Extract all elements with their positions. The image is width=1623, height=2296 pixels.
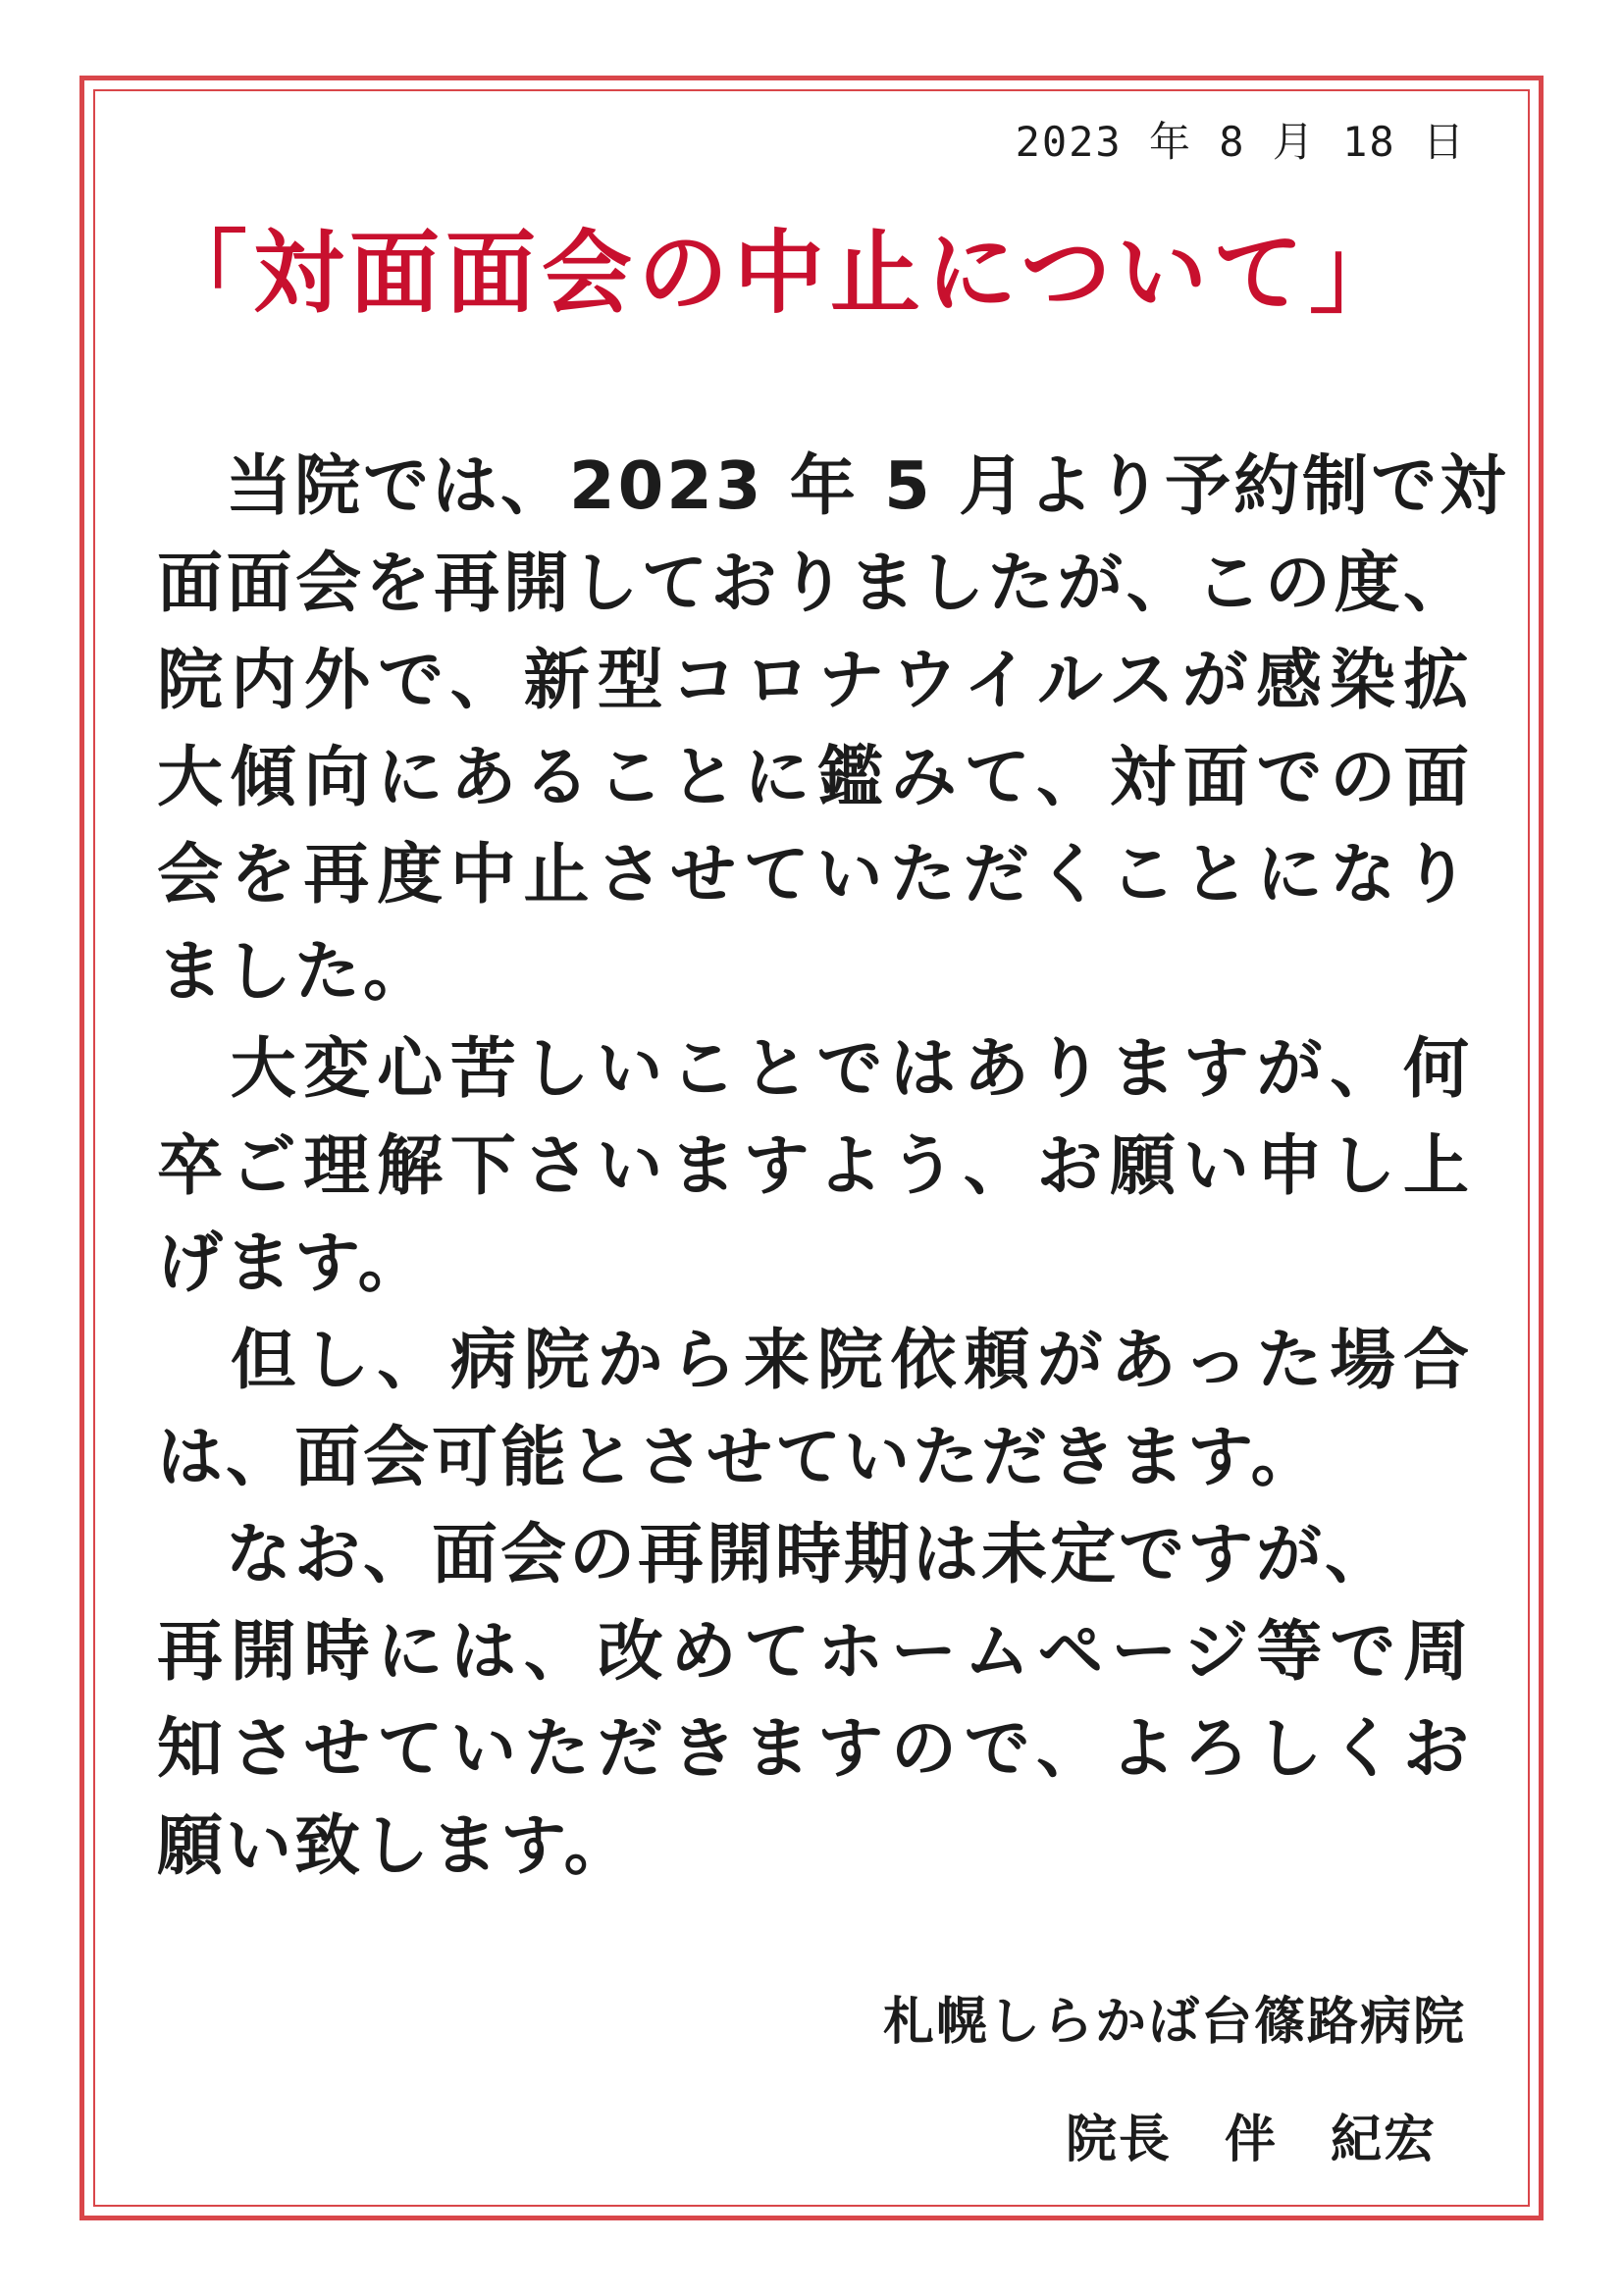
body-line: げます。 (157, 1225, 427, 1301)
body-line: ました。 (157, 933, 432, 1010)
body-line: 当院では、2023 年 5 月より予約制で対 (157, 447, 1509, 524)
body-line: は、面会可能とさせていただきます。 (157, 1419, 1320, 1495)
body-line: 卒ご理解下さいますよう、お願い申し上 (157, 1127, 1472, 1204)
notice-title: 「対面面会の中止について」 (157, 221, 1406, 326)
signature-name: 院長 伴 紀宏 (1065, 2111, 1437, 2169)
notice-body (157, 438, 1509, 1895)
body-line: 願い致します。 (157, 1807, 633, 1884)
body-line: 大傾向にあることに鑑みて、対面での面 (157, 739, 1472, 815)
body-line: 会を再度中止させていただくことになり (157, 836, 1472, 913)
body-line: なお、面会の再開時期は未定ですが、 (157, 1516, 1393, 1592)
body-line: 但し、病院から来院依頼があった場合 (157, 1322, 1472, 1398)
body-line: 院内外で、新型コロナウイルスが感染拡 (157, 642, 1472, 718)
body-line: 再開時には、改めてホームページ等で周 (157, 1613, 1472, 1690)
body-line: 大変心苦しいことではありますが、何 (157, 1030, 1472, 1107)
body-line: 知させていただきますので、よろしくお (157, 1710, 1472, 1787)
notice-date: 2023 年 8 月 18 日 (1015, 118, 1466, 166)
signature-organization: 札幌しらかば台篠路病院 (882, 1993, 1466, 2052)
body-line: 面面会を再開しておりましたが、この度、 (157, 545, 1472, 621)
